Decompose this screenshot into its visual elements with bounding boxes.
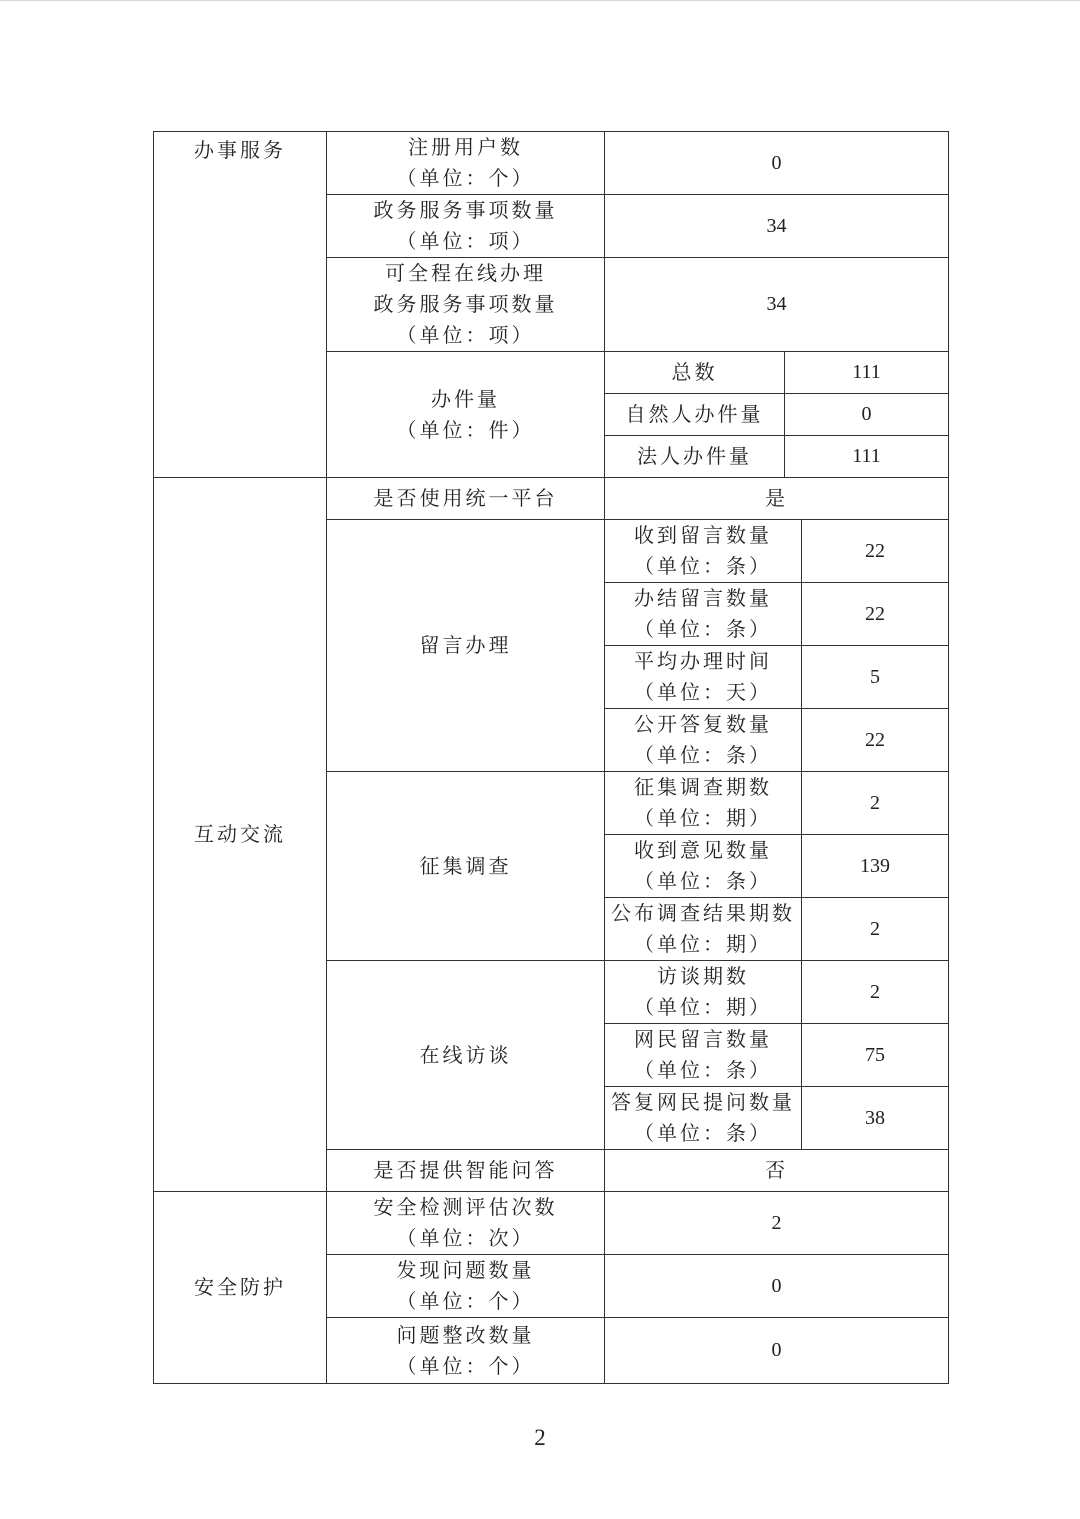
page-number: 2 [534,1425,546,1450]
cell-value: 否 [605,1150,949,1192]
cell-value: 34 [605,195,949,258]
sub-label: 收到意见数量 （单位：条） [605,835,802,898]
cell-value: 38 [802,1087,949,1150]
row-label: 问题整改数量 （单位：个） [327,1318,605,1384]
cell-value: 2 [802,961,949,1024]
row-label: 留言办理 [327,520,605,772]
row-label: 政务服务事项数量 （单位：项） [327,195,605,258]
category-service: 办事服务 [154,132,327,478]
sub-label: 公布调查结果期数 （单位：期） [605,898,802,961]
cell-value: 0 [605,1318,949,1384]
sub-label: 访谈期数 （单位：期） [605,961,802,1024]
cell-value: 是 [605,478,949,520]
sub-label: 公开答复数量 （单位：条） [605,709,802,772]
cell-value: 22 [802,520,949,583]
row-label: 发现问题数量 （单位：个） [327,1255,605,1318]
sub-label: 答复网民提问数量 （单位：条） [605,1087,802,1150]
cell-value: 2 [802,898,949,961]
sub-label: 办结留言数量 （单位：条） [605,583,802,646]
cell-value: 111 [785,352,949,394]
category-security: 安全防护 [154,1192,327,1384]
table-row [154,478,949,520]
cell-value: 75 [802,1024,949,1087]
cell-value: 2 [802,772,949,835]
category-interaction: 互动交流 [154,478,327,1192]
row-label: 在线访谈 [327,961,605,1150]
table-row [154,132,949,195]
cell-value: 0 [605,1255,949,1318]
cell-value: 0 [785,394,949,436]
cell-value: 2 [605,1192,949,1255]
sub-label: 收到留言数量 （单位：条） [605,520,802,583]
sub-label: 网民留言数量 （单位：条） [605,1024,802,1087]
sub-label: 法人办件量 [605,436,785,478]
sub-label: 自然人办件量 [605,394,785,436]
cell-value: 22 [802,709,949,772]
row-label: 安全检测评估次数 （单位：次） [327,1192,605,1255]
sub-label: 总数 [605,352,785,394]
row-label: 可全程在线办理 政务服务事项数量 （单位：项） [327,258,605,352]
row-label: 是否提供智能问答 [327,1150,605,1192]
cell-value: 111 [785,436,949,478]
sub-label: 征集调查期数 （单位：期） [605,772,802,835]
cell-value: 139 [802,835,949,898]
top-border-line [0,0,1080,1]
statistics-table [153,131,949,1384]
row-label: 办件量 （单位：件） [327,352,605,478]
cell-value: 34 [605,258,949,352]
row-label: 注册用户数 （单位：个） [327,132,605,195]
row-label: 是否使用统一平台 [327,478,605,520]
row-label: 征集调查 [327,772,605,961]
cell-value: 5 [802,646,949,709]
cell-value: 22 [802,583,949,646]
sub-label: 平均办理时间 （单位：天） [605,646,802,709]
table-row [154,1192,949,1255]
cell-value: 0 [605,132,949,195]
